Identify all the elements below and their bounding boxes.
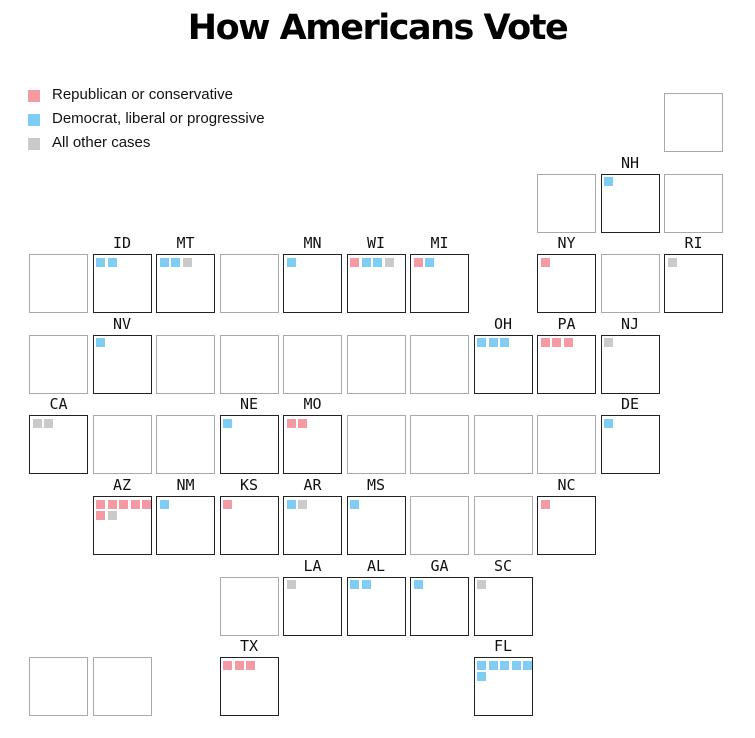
case-marker-ca-o (44, 419, 53, 428)
case-marker-la-o (287, 580, 296, 589)
case-marker-ar-d (287, 500, 296, 509)
case-marker-ri-o (668, 258, 677, 267)
state-label-mt: MT (176, 234, 195, 253)
state-label-pa: PA (557, 314, 576, 333)
case-marker-wi-o (385, 258, 394, 267)
state-label-al: AL (366, 556, 386, 575)
case-marker-oh-d (477, 338, 486, 347)
case-marker-nj-o (604, 338, 613, 347)
case-marker-de-d (604, 419, 613, 428)
state-tile-empty (93, 415, 152, 474)
state-label-ks: KS (239, 476, 259, 494)
state-label-tx: TX (239, 637, 259, 656)
state-label-id: ID (112, 234, 132, 253)
state-tile-empty (29, 254, 88, 313)
legend-swatch-republican (28, 90, 40, 102)
case-marker-wi-d (373, 258, 382, 267)
state-label-ca: CA (49, 395, 68, 414)
state-tile-empty (537, 415, 596, 474)
case-marker-sc-o (477, 580, 486, 589)
case-marker-ga-d (414, 580, 423, 589)
case-marker-id-d (96, 258, 105, 267)
state-label-ri: RI (684, 234, 703, 253)
case-marker-az-r (131, 500, 140, 509)
case-marker-fl-d (500, 661, 509, 670)
state-tile-empty (220, 335, 279, 394)
state-tile-empty (347, 415, 406, 474)
case-marker-pa-r (564, 338, 573, 347)
legend-swatch-democrat (28, 114, 40, 126)
case-marker-fl-d (523, 661, 532, 670)
state-tile-empty (93, 657, 152, 716)
state-label-nh: NH (620, 153, 640, 172)
case-marker-ny-r (541, 258, 550, 267)
state-tile-empty (283, 335, 342, 394)
state-label-wi: WI (366, 234, 386, 253)
case-marker-nv-d (96, 338, 105, 347)
case-marker-fl-d (489, 661, 498, 670)
case-marker-ms-d (350, 500, 359, 509)
state-tile-empty (29, 657, 88, 716)
state-tile-empty (156, 415, 215, 474)
state-label-fl: FL (493, 637, 513, 656)
state-label-mi: MI (430, 234, 449, 253)
case-marker-fl-d (477, 672, 486, 681)
legend-swatch-other (28, 138, 40, 150)
state-label-ne: NE (239, 395, 259, 414)
state-label-mo: MO (303, 395, 322, 414)
case-marker-mn-d (287, 258, 296, 267)
case-marker-tx-r (235, 661, 244, 670)
case-marker-ar-o (298, 500, 307, 509)
case-marker-fl-d (512, 661, 521, 670)
case-marker-az-r (142, 500, 151, 509)
state-tile-empty (220, 577, 279, 636)
legend-label-democrat: Democrat, liberal or progressive (52, 110, 265, 127)
state-tile-empty (410, 415, 469, 474)
state-label-ga: GA (430, 556, 449, 575)
case-marker-nh-d (604, 177, 613, 186)
state-tile-empty (537, 174, 596, 233)
case-marker-mi-d (425, 258, 434, 267)
case-marker-mi-r (414, 258, 423, 267)
case-marker-al-d (350, 580, 359, 589)
legend-label-republican: Republican or conservative (52, 86, 233, 103)
state-tile-empty (664, 93, 723, 152)
state-tile-empty (410, 335, 469, 394)
case-marker-mt-d (171, 258, 180, 267)
state-tile-empty (410, 496, 469, 555)
state-tile-empty (664, 174, 723, 233)
case-marker-az-o (108, 511, 117, 520)
case-marker-nm-d (160, 500, 169, 509)
case-marker-ca-o (33, 419, 42, 428)
state-label-ar: AR (303, 476, 322, 494)
state-label-ms: MS (366, 476, 386, 494)
case-marker-fl-d (477, 661, 486, 670)
chart-title: How Americans Vote (187, 8, 568, 48)
state-label-az: AZ (112, 476, 132, 494)
case-marker-pa-r (541, 338, 550, 347)
case-marker-ks-r (223, 500, 232, 509)
state-label-de: DE (620, 395, 640, 414)
case-marker-tx-r (246, 661, 255, 670)
state-tile-empty (347, 335, 406, 394)
state-label-nm: NM (176, 476, 195, 494)
case-marker-mt-d (160, 258, 169, 267)
legend-label-other: All other cases (52, 134, 151, 151)
case-marker-al-d (362, 580, 371, 589)
case-marker-az-r (96, 511, 105, 520)
case-marker-id-d (108, 258, 117, 267)
state-tile-empty (29, 335, 88, 394)
case-marker-oh-d (489, 338, 498, 347)
state-tile-empty (474, 496, 533, 555)
state-label-nv: NV (112, 314, 132, 333)
case-marker-wi-r (350, 258, 359, 267)
state-tile-empty (156, 335, 215, 394)
state-label-mn: MN (303, 234, 322, 253)
case-marker-ne-d (223, 419, 232, 428)
case-marker-oh-d (500, 338, 509, 347)
case-marker-az-r (108, 500, 117, 509)
case-marker-pa-r (552, 338, 561, 347)
case-marker-mo-r (287, 419, 296, 428)
case-marker-mt-o (183, 258, 192, 267)
state-label-sc: SC (493, 556, 513, 575)
state-label-nj: NJ (620, 314, 640, 333)
case-marker-wi-d (362, 258, 371, 267)
case-marker-az-r (119, 500, 128, 509)
state-label-la: LA (303, 556, 322, 575)
state-label-ny: NY (557, 234, 576, 253)
state-tile-empty (601, 254, 660, 313)
case-marker-nc-r (541, 500, 550, 509)
case-marker-tx-r (223, 661, 232, 670)
state-label-nc: NC (557, 476, 576, 494)
state-label-oh: OH (493, 314, 513, 333)
state-tile-empty (220, 254, 279, 313)
state-tile-empty (474, 415, 533, 474)
case-marker-mo-r (298, 419, 307, 428)
case-marker-az-r (96, 500, 105, 509)
